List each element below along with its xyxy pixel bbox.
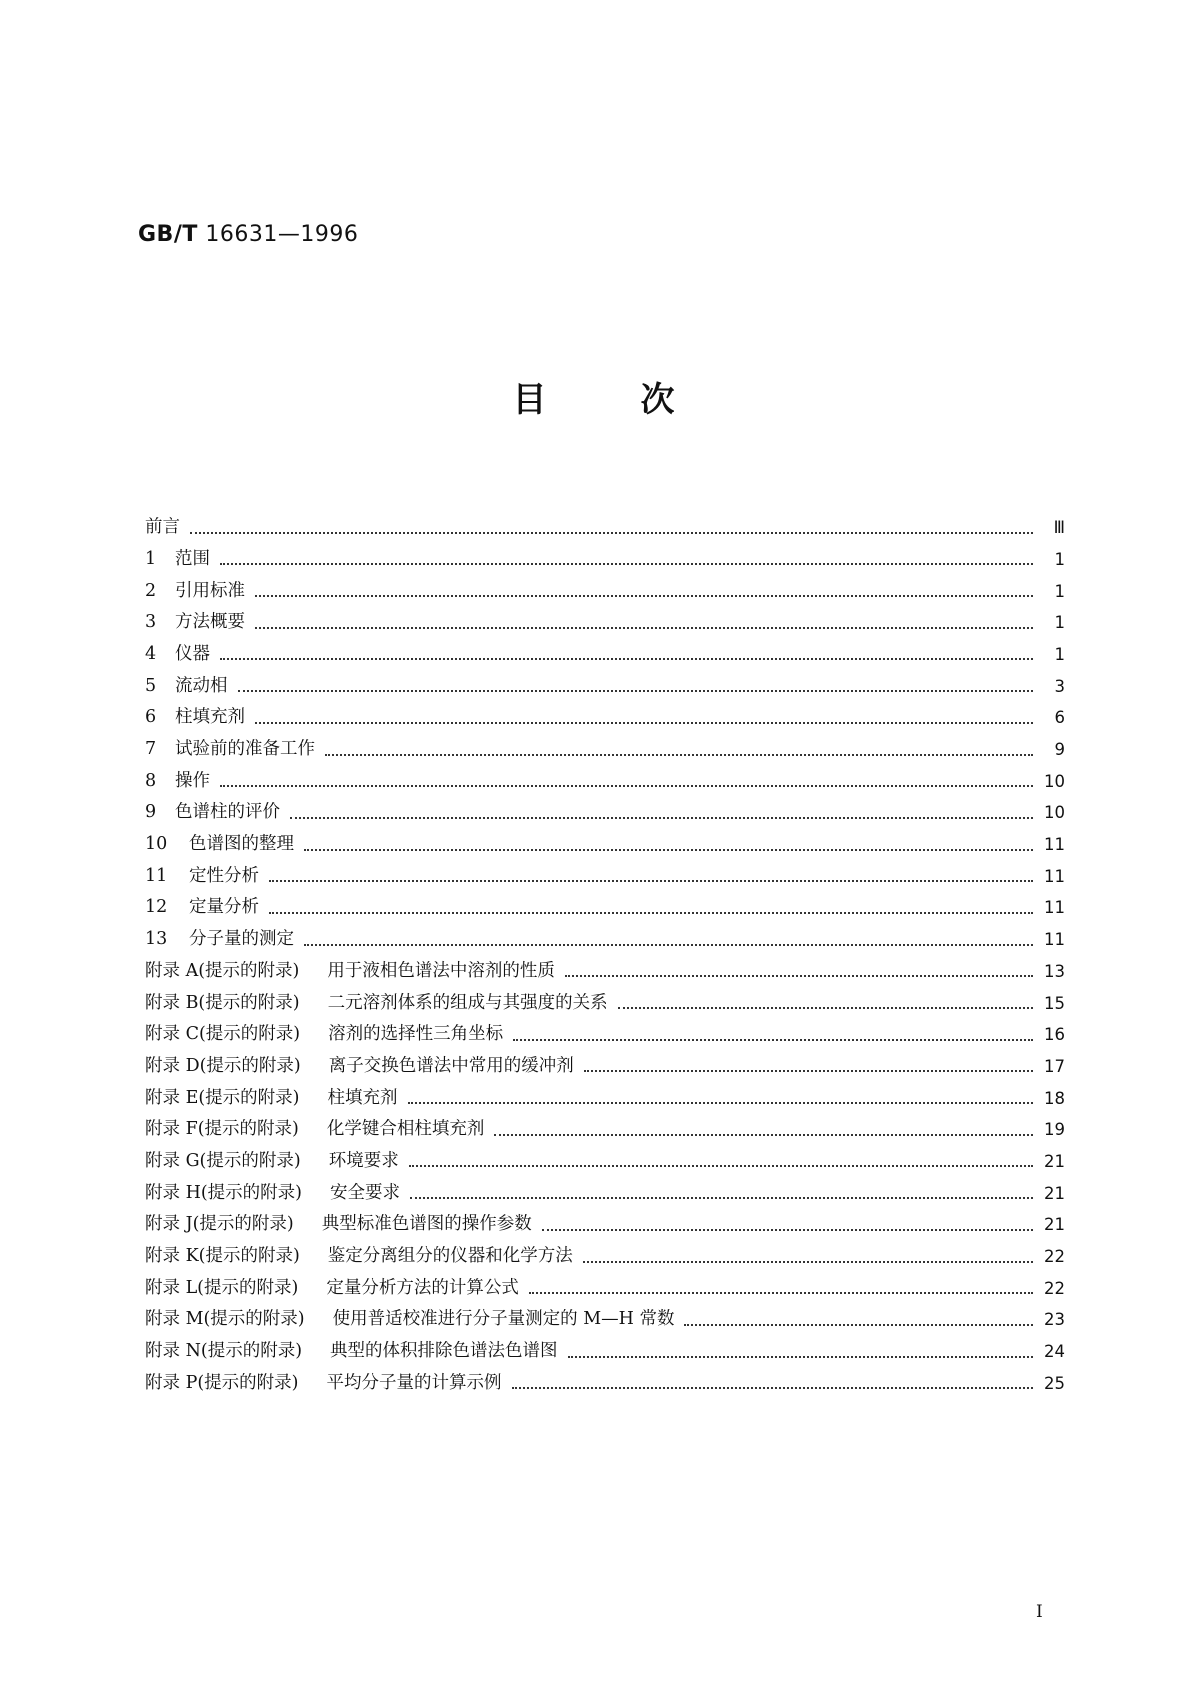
toc-entry-annex[interactable] (145, 980, 1065, 1012)
toc-entry-clause[interactable] (145, 759, 1065, 791)
toc-annex-id: 附录 E(提示的附录) (145, 1087, 300, 1108)
leader-dots (494, 1134, 1033, 1136)
toc-entry-number: 7 (145, 739, 157, 759)
leader-dots (255, 627, 1033, 629)
toc-entry-label: 典型的体积排除色谱法色谱图 (330, 1341, 558, 1362)
leader-dots (529, 1292, 1033, 1294)
leader-dots (255, 722, 1033, 724)
toc-entry-page: 23 (1044, 1310, 1065, 1330)
title-char-1: 目 (512, 380, 551, 420)
toc-entry-annex[interactable] (145, 1012, 1065, 1044)
toc-entry-annex[interactable] (145, 1075, 1065, 1107)
toc-entry-number: 4 (145, 643, 157, 664)
toc-entry-annex[interactable] (145, 949, 1065, 981)
toc-entry-label: 环境要求 (328, 1150, 399, 1171)
toc-entry-label: 化学键合相柱填充剂 (326, 1119, 485, 1140)
toc-entry-number: 10 (145, 834, 168, 855)
leader-dots (269, 912, 1033, 914)
toc-entry-page: 21 (1044, 1215, 1065, 1235)
toc-entry-page: 9 (1054, 740, 1065, 759)
toc-entry-clause[interactable] (145, 663, 1065, 695)
toc-entry-number: 8 (145, 770, 157, 791)
toc-entry-label: 定量分析方法的计算公式 (326, 1277, 519, 1298)
leader-dots (513, 1039, 1033, 1041)
toc-entry-label: 平均分子量的计算示例 (326, 1372, 502, 1393)
toc-entry-clause[interactable] (145, 600, 1065, 632)
toc-entry-number: 1 (145, 548, 157, 569)
table-of-contents (145, 505, 1065, 1392)
toc-entry-page: 18 (1044, 1088, 1065, 1108)
toc-entry-label: 安全要求 (329, 1182, 400, 1203)
toc-entry-page: 25 (1044, 1373, 1065, 1393)
leader-dots (410, 1197, 1033, 1199)
toc-entry-label: 典型标准色谱图的操作参数 (321, 1214, 532, 1235)
toc-entry-number: 11 (145, 865, 168, 886)
toc-entry-number: 5 (145, 675, 157, 696)
leader-dots (304, 849, 1033, 851)
toc-entry-page: 11 (1044, 898, 1065, 918)
toc-entry-page: 15 (1044, 993, 1065, 1013)
toc-entry-page: 22 (1044, 1278, 1065, 1298)
toc-entry-label: 定量分析 (189, 897, 259, 918)
toc-entry-label: 色谱柱的评价 (175, 802, 280, 823)
toc-entry-label: 流动相 (175, 675, 228, 696)
leader-dots (684, 1324, 1033, 1326)
toc-entry-clause[interactable] (145, 537, 1065, 569)
toc-annex-id: 附录 N(提示的附录) (145, 1341, 303, 1362)
toc-annex-id: 附录 F(提示的附录) (145, 1119, 299, 1140)
toc-entry-clause[interactable] (145, 790, 1065, 822)
toc-entry-number: 9 (145, 802, 157, 823)
toc-entry-label: 范围 (175, 548, 210, 569)
toc-entry-clause[interactable] (145, 632, 1065, 664)
toc-entry-page: 21 (1044, 1183, 1065, 1203)
leader-dots (290, 817, 1033, 819)
leader-dots (325, 754, 1033, 756)
toc-entry-number: 6 (145, 707, 157, 728)
toc-entry-label: 试验前的准备工作 (175, 739, 315, 759)
toc-entry-number: 2 (145, 580, 157, 601)
toc-entry-foreword[interactable] (145, 505, 1065, 537)
toc-entry-number: 3 (145, 612, 157, 633)
toc-entry-label: 离子交换色谱法中常用的缓冲剂 (328, 1055, 574, 1076)
toc-entry-clause[interactable] (145, 727, 1065, 759)
leader-dots (568, 1356, 1033, 1358)
toc-entry-label: 前言 (145, 517, 180, 538)
toc-annex-id: 附录 M(提示的附录) (145, 1309, 305, 1330)
toc-entry-annex[interactable] (145, 1361, 1065, 1393)
leader-dots (618, 1007, 1033, 1009)
toc-entry-page: 1 (1054, 581, 1065, 601)
toc-entry-page: 19 (1044, 1120, 1065, 1140)
toc-entry-page: 11 (1044, 866, 1065, 886)
toc-entry-annex[interactable] (145, 1297, 1065, 1329)
toc-annex-id: 附录 K(提示的附录) (145, 1246, 300, 1266)
toc-entry-label: 分子量的测定 (189, 929, 294, 950)
toc-entry-number: 12 (145, 897, 168, 918)
leader-dots (583, 1261, 1033, 1263)
toc-entry-page: 10 (1044, 803, 1065, 823)
leader-dots (409, 1165, 1033, 1167)
toc-entry-page: 1 (1054, 644, 1065, 664)
toc-entry-page: Ⅲ (1053, 518, 1065, 538)
standard-number: 16631—1996 (205, 222, 359, 247)
leader-dots (190, 532, 1033, 534)
title-char-2: 次 (640, 380, 679, 420)
toc-entry-annex[interactable] (145, 1107, 1065, 1139)
leader-dots (304, 944, 1033, 946)
toc-entry-clause[interactable] (145, 568, 1065, 600)
toc-entry-label: 色谱图的整理 (189, 834, 294, 855)
toc-entry-number: 13 (145, 929, 168, 950)
toc-entry-page: 21 (1044, 1151, 1065, 1171)
leader-dots (565, 975, 1033, 977)
toc-entry-page: 24 (1044, 1342, 1065, 1362)
toc-entry-clause[interactable] (145, 854, 1065, 886)
toc-entry-label: 引用标准 (175, 580, 245, 601)
toc-entry-page: 11 (1044, 930, 1065, 950)
leader-dots (542, 1229, 1033, 1231)
toc-entry-label: 方法概要 (175, 612, 245, 633)
toc-entry-page: 13 (1044, 961, 1065, 981)
toc-entry-page: 11 (1044, 835, 1065, 855)
toc-entry-page: 17 (1044, 1056, 1065, 1076)
toc-entry-label: 定性分析 (189, 865, 259, 886)
toc-entry-clause[interactable] (145, 917, 1065, 949)
toc-entry-page: 10 (1044, 771, 1065, 791)
toc-entry-label: 鉴定分离组分的仪器和化学方法 (327, 1246, 573, 1266)
toc-entry-annex[interactable] (145, 1044, 1065, 1076)
toc-entry-clause[interactable] (145, 695, 1065, 727)
leader-dots (220, 658, 1033, 660)
page-number: I (1036, 1602, 1043, 1622)
leader-dots (408, 1102, 1034, 1104)
toc-annex-id: 附录 H(提示的附录) (145, 1182, 302, 1203)
toc-entry-label: 仪器 (175, 643, 210, 664)
toc-entry-annex[interactable] (145, 1329, 1065, 1361)
leader-dots (220, 785, 1033, 787)
toc-entry-label: 操作 (175, 770, 210, 791)
toc-entry-label: 使用普适校准进行分子量测定的 M—H 常数 (332, 1309, 675, 1330)
toc-entry-label: 用于液相色谱法中溶剂的性质 (327, 960, 555, 981)
toc-annex-id: 附录 L(提示的附录) (145, 1277, 299, 1298)
toc-entry-page: 1 (1054, 549, 1065, 569)
toc-entry-page: 1 (1054, 613, 1065, 633)
leader-dots (255, 595, 1033, 597)
leader-dots (220, 563, 1033, 565)
toc-entry-label: 柱填充剂 (175, 707, 245, 728)
leader-dots (584, 1070, 1033, 1072)
toc-entry-label: 二元溶剂体系的组成与其强度的关系 (327, 992, 608, 1013)
toc-entry-page: 16 (1044, 1025, 1065, 1045)
toc-annex-id: 附录 D(提示的附录) (145, 1055, 301, 1076)
toc-entry-page: 3 (1054, 676, 1065, 696)
toc-entry-page: 22 (1044, 1247, 1065, 1266)
page-title (0, 372, 1191, 421)
standard-prefix: GB/T (138, 222, 198, 247)
leader-dots (512, 1387, 1034, 1389)
toc-entry-annex[interactable] (145, 1139, 1065, 1171)
toc-annex-id: 附录 J(提示的附录) (145, 1214, 294, 1235)
standard-code (138, 222, 358, 247)
toc-entry-annex[interactable] (145, 1234, 1065, 1266)
toc-annex-id: 附录 P(提示的附录) (145, 1372, 299, 1393)
toc-entry-page: 6 (1054, 708, 1065, 728)
toc-entry-annex[interactable] (145, 1202, 1065, 1234)
toc-annex-id: 附录 A(提示的附录) (145, 960, 300, 981)
toc-entry-label: 溶剂的选择性三角坐标 (328, 1024, 504, 1045)
leader-dots (238, 690, 1034, 692)
toc-entry-annex[interactable] (145, 1266, 1065, 1298)
leader-dots (269, 880, 1033, 882)
toc-entry-annex[interactable] (145, 1170, 1065, 1202)
toc-annex-id: 附录 B(提示的附录) (145, 992, 300, 1013)
toc-annex-id: 附录 G(提示的附录) (145, 1150, 301, 1171)
toc-entry-clause[interactable] (145, 885, 1065, 917)
toc-annex-id: 附录 C(提示的附录) (145, 1024, 301, 1045)
toc-entry-clause[interactable] (145, 822, 1065, 854)
toc-entry-label: 柱填充剂 (327, 1087, 398, 1108)
